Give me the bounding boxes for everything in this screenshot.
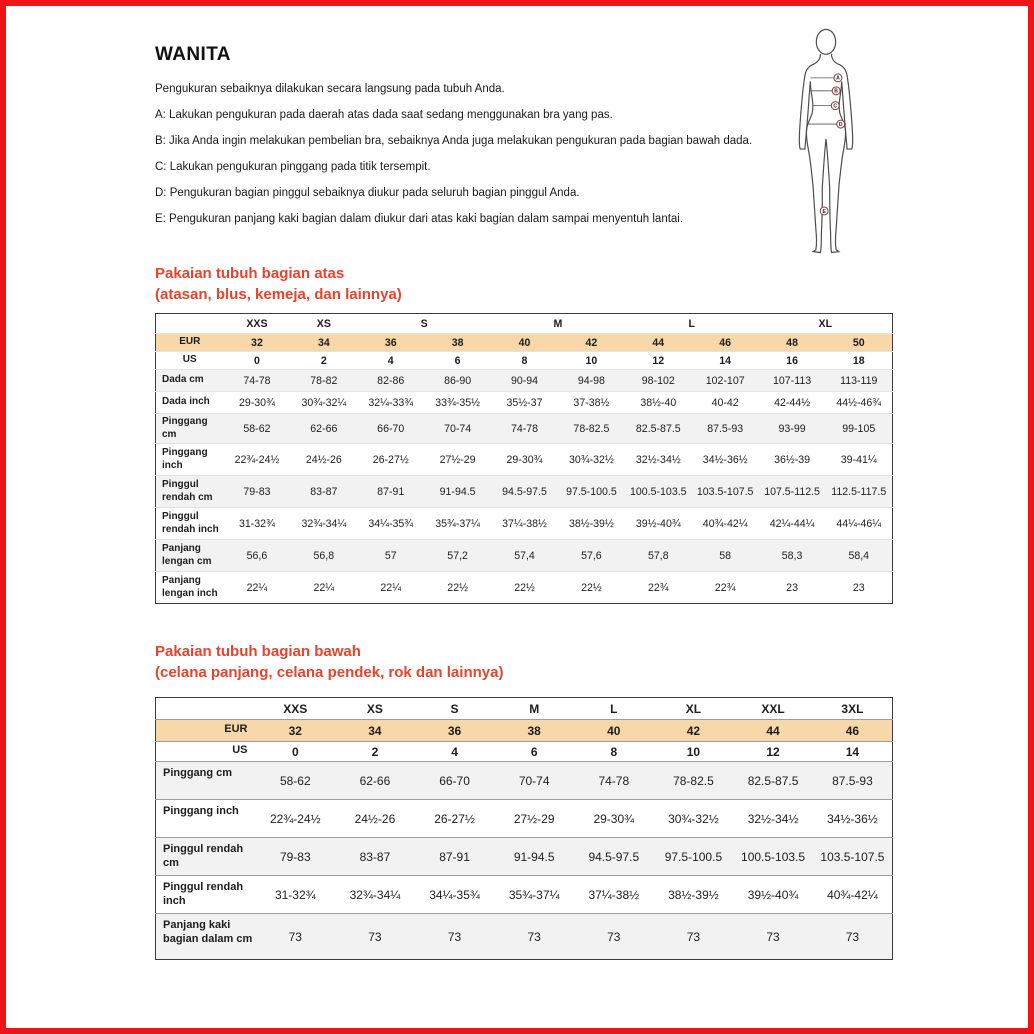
table-cell: 57 [384, 549, 397, 562]
table-cell: 32¾-34¼ [349, 887, 401, 902]
corner-cell [156, 314, 224, 334]
table-cell: 10 [686, 744, 701, 759]
table-cell: 39½-40¾ [635, 517, 681, 530]
row-label: Pinggang inch [163, 805, 239, 817]
row-label: Dada cm [162, 374, 204, 386]
table-cell: 27½-29 [439, 453, 476, 466]
page-title: WANITA [155, 44, 231, 65]
table-cell: 103.5-107.5 [820, 849, 885, 864]
table-cell: 22¾-24½ [269, 811, 321, 826]
size-group-label: S [420, 317, 428, 330]
table-cell: 73 [368, 929, 382, 944]
table-cell: 22¼ [380, 581, 402, 594]
table-cell: 74-78 [510, 422, 539, 435]
table-cell: 73 [527, 929, 541, 944]
size-label: XXL [761, 701, 785, 716]
lower-size-table [155, 697, 893, 960]
table-cell: 87-91 [377, 485, 405, 498]
lower-section-heading-line1: Pakaian tubuh bagian bawah [155, 643, 361, 660]
table-cell: 2 [320, 354, 327, 367]
table-row [156, 476, 893, 508]
table-cell: 97.5-100.5 [566, 485, 617, 498]
table-cell: 8 [610, 744, 618, 759]
table-cell: 42¼-44¼ [769, 517, 815, 530]
lower-size-header-row [156, 698, 893, 720]
table-cell: 32¾-34¼ [301, 517, 347, 530]
table-row [156, 800, 893, 838]
table-cell: 103.5-107.5 [696, 485, 754, 498]
body-outline [799, 29, 852, 252]
table-cell: 34¼-35¾ [368, 517, 414, 530]
row-label: Pinggang cm [163, 767, 233, 779]
table-cell: 74-78 [598, 773, 630, 788]
table-cell: 26-27½ [434, 811, 475, 826]
table-cell: 40 [607, 723, 621, 738]
table-row [156, 352, 893, 370]
table-cell: 33¾-35½ [435, 396, 480, 409]
table-cell: 32¼-33¾ [368, 396, 414, 409]
upper-size-header-row [156, 314, 893, 334]
table-cell: 73 [607, 929, 621, 944]
table-cell: 42-44½ [774, 396, 811, 409]
table-cell: 30¾-32½ [569, 453, 614, 466]
table-cell: 82-86 [377, 374, 405, 387]
table-cell: 30¾-32½ [668, 811, 719, 826]
table-cell: 94.5-97.5 [502, 485, 547, 498]
table-row [156, 540, 893, 572]
table-cell: 31-32¾ [274, 887, 316, 902]
row-label: Pinggang cm [162, 416, 208, 440]
table-cell: 70-74 [444, 422, 472, 435]
table-cell: 22¼ [313, 581, 335, 594]
table-cell: 46 [845, 723, 860, 738]
table-cell: 107-113 [773, 374, 812, 387]
marker-d-label: D [838, 121, 843, 128]
instruction-b: B: Jika Anda ingin melakukan pembelian bra, sebaiknya Anda juga melakukan pengukuran pada bagian bawah dada. [155, 135, 753, 147]
size-group-label: XL [818, 317, 833, 330]
row-label: Panjang kaki bagian dalam cm [163, 919, 253, 945]
table-cell: 38½-39½ [668, 887, 719, 902]
row-label: Pinggang inch [162, 447, 208, 471]
row-label: EUR [224, 722, 248, 735]
table-cell: 40¾-42¼ [702, 517, 748, 530]
table-row [156, 392, 893, 414]
table-cell: 56,8 [313, 549, 335, 562]
table-cell: 87.5-93 [707, 422, 744, 435]
table-cell: 29-30¾ [506, 453, 543, 466]
table-cell: 66-70 [439, 773, 470, 788]
size-label: 3XL [841, 701, 864, 716]
table-cell: 58-62 [279, 773, 311, 788]
table-cell: 14 [845, 744, 860, 759]
table-cell: 57,4 [514, 549, 535, 562]
table-cell: 73 [845, 929, 860, 944]
table-row [156, 720, 893, 742]
table-cell: 34 [317, 336, 330, 349]
body-measurement-figure [780, 28, 872, 259]
table-row [156, 334, 893, 352]
table-row [156, 876, 893, 914]
table-cell: 78-82.5 [673, 773, 714, 788]
table-row [156, 572, 893, 604]
table-cell: 12 [766, 744, 780, 759]
size-group-label: L [688, 317, 695, 330]
table-row [156, 762, 893, 800]
table-cell: 62-66 [310, 422, 338, 435]
table-cell: 22½ [447, 581, 468, 594]
table-cell: 58 [719, 549, 732, 562]
table-cell: 27½-29 [513, 811, 555, 826]
table-cell: 36 [447, 723, 462, 738]
table-cell: 39½-40¾ [747, 887, 799, 902]
table-cell: 107.5-112.5 [764, 485, 820, 498]
instruction-c: C: Lakukan pengukuran pinggang pada titik tersempit. [155, 161, 431, 173]
table-cell: 98-102 [641, 374, 675, 387]
table-cell: 31-32¾ [238, 517, 275, 530]
table-cell: 38½-40 [640, 396, 677, 409]
table-cell: 6 [454, 354, 461, 367]
table-cell: 79-83 [243, 485, 271, 498]
instruction-d: D: Pengukuran bagian pinggul sebaiknya diukur pada seluruh bagian pinggul Anda. [155, 187, 580, 199]
row-label: Panjang lengan inch [162, 575, 218, 599]
table-cell: 4 [451, 744, 458, 759]
table-cell: 29-30¾ [593, 811, 635, 826]
table-cell: 2 [371, 744, 379, 759]
table-cell: 50 [852, 336, 865, 349]
table-cell: 57,2 [447, 549, 468, 562]
lower-section-heading-line2: (celana panjang, celana pendek, rok dan lainnya) [155, 664, 504, 681]
upper-section-heading-line1: Pakaian tubuh bagian atas [155, 265, 345, 282]
table-cell: 8 [521, 354, 528, 367]
table-cell: 100.5-103.5 [630, 485, 687, 498]
table-row [156, 838, 893, 876]
table-cell: 97.5-100.5 [664, 849, 723, 864]
table-cell: 6 [530, 744, 538, 759]
table-cell: 58,3 [781, 549, 803, 562]
row-label: US [182, 354, 197, 366]
table-cell: 94.5-97.5 [588, 849, 640, 864]
table-cell: 57,6 [581, 549, 602, 562]
table-cell: 73 [447, 929, 462, 944]
table-cell: 32 [288, 723, 302, 738]
table-cell: 4 [387, 354, 394, 367]
table-cell: 34½-36½ [827, 811, 878, 826]
measurement-instructions [155, 76, 770, 232]
table-cell: 34½-36½ [702, 453, 748, 466]
marker-a-label: A [836, 75, 840, 82]
size-label: XS [366, 701, 383, 716]
table-cell: 23 [786, 581, 798, 594]
table-cell: 73 [686, 929, 701, 944]
table-cell: 39-41¼ [840, 453, 877, 466]
table-cell: 87-91 [439, 849, 470, 864]
table-cell: 90-94 [510, 374, 539, 387]
size-label: M [529, 701, 540, 716]
table-cell: 73 [766, 929, 780, 944]
table-cell: 44¼-46¼ [836, 517, 882, 530]
table-cell: 30¾-32¼ [301, 396, 347, 409]
marker-b-label: B [834, 88, 838, 95]
table-cell: 23 [852, 581, 865, 594]
instruction-a: A: Lakukan pengukuran pada daerah atas dada saat sedang menggunakan bra yang pas. [155, 109, 613, 121]
table-cell: 34 [368, 723, 382, 738]
table-cell: 93-99 [778, 422, 806, 435]
upper-section-heading-line2: (atasan, blus, kemeja, dan lainnya) [155, 286, 402, 303]
table-cell: 78-82.5 [573, 422, 610, 435]
table-row [156, 414, 893, 444]
table-cell: 14 [719, 354, 732, 367]
table-cell: 102-107 [705, 374, 745, 387]
table-cell: 0 [253, 354, 260, 367]
table-cell: 22½ [581, 581, 602, 594]
table-cell: 46 [719, 336, 732, 349]
table-cell: 58,4 [848, 549, 870, 562]
table-cell: 22¼ [246, 581, 268, 594]
row-label: US [232, 743, 248, 756]
row-label: Pinggul rendah cm [162, 479, 213, 503]
upper-size-table [155, 313, 893, 604]
table-cell: 86-90 [444, 374, 472, 387]
size-label: L [610, 701, 618, 716]
table-cell: 44 [766, 723, 780, 738]
table-cell: 29-30¾ [238, 396, 275, 409]
table-cell: 87.5-93 [832, 773, 873, 788]
lower-section-heading [155, 641, 503, 683]
size-label: S [450, 701, 459, 716]
row-label: Dada inch [162, 396, 210, 408]
size-group-label: M [553, 317, 563, 330]
row-label: Pinggul rendah inch [163, 881, 244, 907]
table-cell: 37-38½ [573, 396, 610, 409]
table-cell: 42 [585, 336, 598, 349]
table-cell: 38 [527, 723, 541, 738]
table-cell: 35½-37 [506, 396, 543, 409]
table-cell: 58-62 [243, 422, 271, 435]
table-cell: 18 [852, 354, 865, 367]
table-cell: 44 [652, 336, 665, 349]
table-cell: 22¾ [714, 581, 736, 594]
table-cell: 40 [518, 336, 531, 349]
row-label: Pinggul rendah inch [162, 511, 219, 535]
table-cell: 91-94.5 [439, 485, 476, 498]
row-label: EUR [179, 336, 201, 348]
table-cell: 16 [786, 354, 798, 367]
table-cell: 32 [251, 336, 263, 349]
size-group-label: XXS [246, 317, 268, 330]
table-cell: 44½-46¾ [836, 396, 882, 409]
table-cell: 32½-34½ [747, 811, 799, 826]
table-cell: 36½-39 [774, 453, 811, 466]
table-cell: 74-78 [243, 374, 271, 387]
table-cell: 22¾ [647, 581, 669, 594]
intro-text: Pengukuran sebaiknya dilakukan secara langsung pada tubuh Anda. [155, 83, 505, 95]
table-row [156, 444, 893, 476]
table-cell: 10 [585, 354, 598, 367]
table-cell: 37¼-38½ [502, 517, 547, 530]
table-cell: 82.5-87.5 [635, 422, 681, 435]
corner-cell [156, 698, 256, 720]
table-row [156, 508, 893, 540]
table-cell: 35¾-37¼ [508, 887, 560, 902]
table-cell: 99-105 [842, 422, 876, 435]
table-cell: 113-119 [840, 374, 878, 387]
table-cell: 22½ [514, 581, 535, 594]
size-group-label: XS [316, 317, 331, 330]
table-cell: 112.5-117.5 [831, 485, 887, 498]
table-cell: 78-82 [310, 374, 338, 387]
table-cell: 82.5-87.5 [747, 773, 799, 788]
table-cell: 57,8 [647, 549, 669, 562]
table-cell: 73 [288, 929, 302, 944]
table-cell: 66-70 [377, 422, 405, 435]
table-cell: 35¾-37¼ [435, 517, 480, 530]
table-cell: 38½-39½ [569, 517, 614, 530]
table-cell: 24½-26 [305, 453, 342, 466]
table-row [156, 914, 893, 960]
table-cell: 100.5-103.5 [741, 849, 806, 864]
measurement-markers [820, 74, 844, 215]
table-cell: 94-98 [577, 374, 605, 387]
table-cell: 12 [652, 354, 665, 367]
table-row [156, 742, 893, 762]
instruction-e: E: Pengukuran panjang kaki bagian dalam diukur dari atas kaki bagian dalam sampai menyentuh lantai. [155, 213, 684, 225]
table-cell: 22¾-24½ [234, 453, 280, 466]
row-label: Panjang lengan cm [162, 543, 212, 567]
table-cell: 24½-26 [354, 811, 396, 826]
table-cell: 83-87 [310, 485, 338, 498]
marker-c-label: C [833, 103, 838, 110]
table-cell: 62-66 [359, 773, 391, 788]
table-row [156, 370, 893, 392]
table-cell: 42 [686, 723, 701, 738]
table-cell: 70-74 [518, 773, 550, 788]
table-cell: 48 [786, 336, 798, 349]
table-cell: 91-94.5 [513, 849, 555, 864]
table-cell: 26-27½ [372, 453, 409, 466]
size-label: XXS [283, 701, 308, 716]
table-cell: 34¼-35¾ [429, 887, 480, 902]
upper-section-heading [155, 263, 402, 305]
table-cell: 83-87 [359, 849, 391, 864]
marker-e-label: E [822, 208, 826, 215]
table-cell: 38 [451, 336, 464, 349]
row-label: Pinggul rendah cm [163, 843, 244, 869]
table-cell: 37¼-38½ [588, 887, 640, 902]
table-cell: 56,6 [246, 549, 268, 562]
table-cell: 40¾-42¼ [827, 887, 878, 902]
size-label: XL [685, 701, 702, 716]
table-cell: 79-83 [279, 849, 311, 864]
table-cell: 0 [291, 744, 299, 759]
table-cell: 36 [384, 336, 397, 349]
table-cell: 40-42 [711, 396, 739, 409]
table-cell: 32½-34½ [635, 453, 681, 466]
